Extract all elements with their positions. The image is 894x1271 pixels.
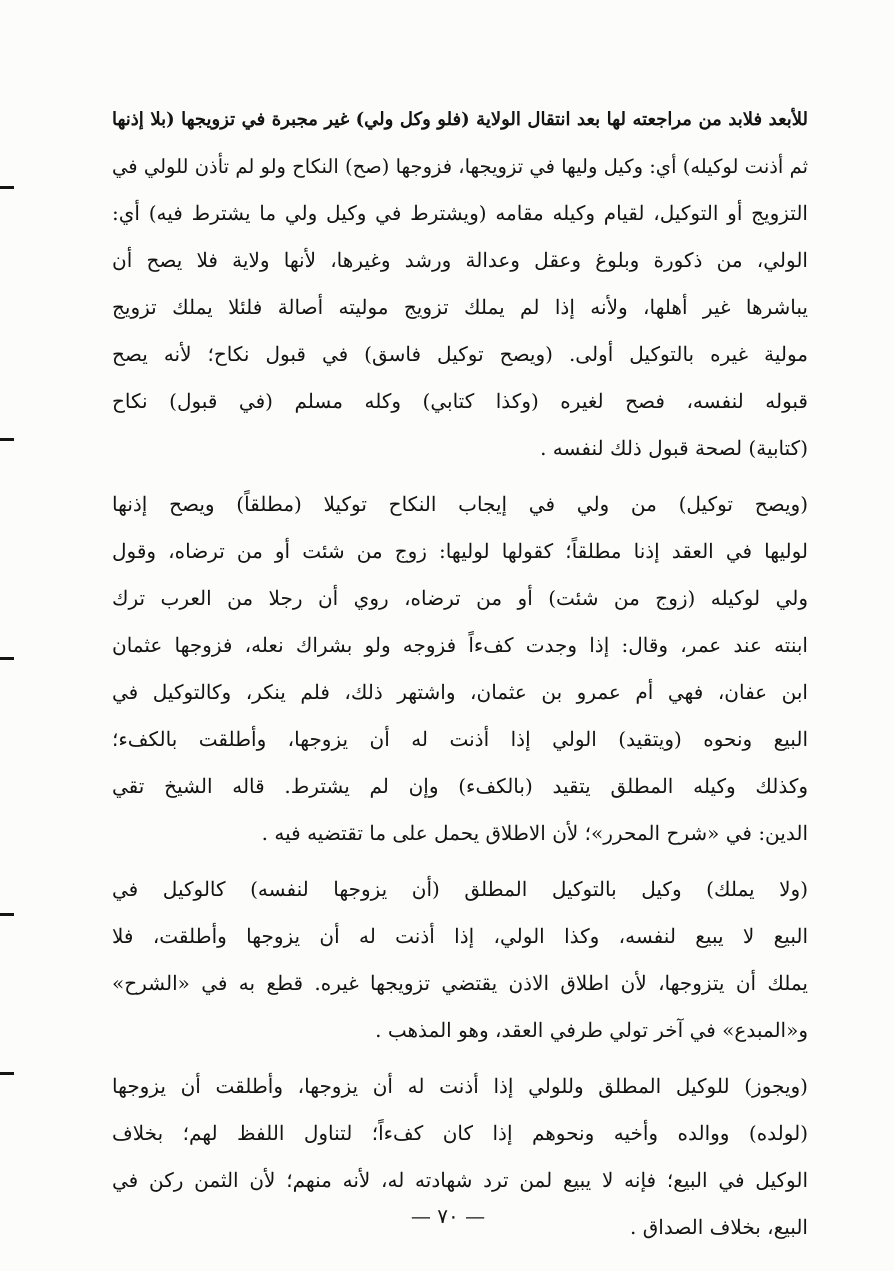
margin-binding-mark bbox=[0, 657, 14, 660]
text-line: وكذلك وكيله المطلق يتقيد (بالكفء) وإن لم يشترط. قاله الشيخ تقي bbox=[112, 774, 808, 798]
text-line: الدين: في «شرح المحرر»؛ لأن الاطلاق يحمل على ما تقتضيه فيه . bbox=[261, 821, 808, 845]
paragraph-1 bbox=[112, 96, 808, 472]
margin-binding-mark bbox=[0, 1072, 14, 1075]
text-line: البيع، بخلاف الصداق . bbox=[630, 1215, 808, 1239]
margin-binding-mark bbox=[0, 913, 14, 916]
text-line: ابن عفان، فهي أم عمرو بن عثمان، واشتهر ذلك، فلم ينكر، وكالتوكيل في bbox=[112, 680, 808, 704]
text-line: البيع ونحوه (ويتقيد) الولي إذا أذنت له أن يزوجها، وأطلقت بالكفء؛ bbox=[112, 727, 808, 751]
text-line: ابنته عند عمر، وقال: إذا وجدت كفءاً فزوجه ولو بشراك نعله، فزوجها عثمان bbox=[112, 633, 808, 657]
text-line: (كتابية) لصحة قبول ذلك لنفسه . bbox=[540, 436, 808, 460]
text-line: ولي لوكيله (زوج من شئت) أو من ترضاه، روي أن رجلا من العرب ترك bbox=[112, 586, 808, 610]
text-line: مولية غيره بالتوكيل أولى. (ويصح توكيل فاسق) في قبول نكاح؛ لأنه يصح bbox=[112, 342, 808, 366]
text-line: (ولا يملك) وكيل بالتوكيل المطلق (أن يزوجها لنفسه) كالوكيل في bbox=[112, 877, 808, 901]
body-text bbox=[112, 96, 808, 1251]
text-line: و«المبدع» في آخر تولي طرفي العقد، وهو المذهب . bbox=[375, 1018, 808, 1042]
text-line: الوكيل في البيع؛ فإنه لا يبيع لمن ترد شهادته له، لأنه منهم؛ لأن الثمن ركن في bbox=[112, 1168, 808, 1192]
text-line: قبوله لنفسه، فصح لغيره (وكذا كتابي) وكله مسلم (في قبول) نكاح bbox=[112, 389, 808, 413]
paragraph-3 bbox=[112, 866, 808, 1054]
text-line: (ويصح توكيل) من ولي في إيجاب النكاح توكيلا (مطلقاً) ويصح إذنها bbox=[112, 492, 808, 516]
text-line: يملك أن يتزوجها، لأن اطلاق الاذن يقتضي تزويجها غيره. قطع به في «الشرح» bbox=[112, 971, 808, 995]
text-line: الولي، من ذكورة وبلوغ وعقل وعدالة ورشد وغيرها، لأنها ولاية فلا يصح أن bbox=[112, 248, 808, 272]
text-line: يباشرها غير أهلها، ولأنه إذا لم يملك تزويج موليته أصالة فلئلا يملك تزويج bbox=[112, 295, 808, 319]
text-line: التزويج أو التوكيل، لقيام وكيله مقامه (ويشترط في وكيل ولي ما يشترط فيه) أي: bbox=[112, 201, 808, 225]
text-line: (لولده) ووالده وأخيه ونحوهم إذا كان كفءاً؛ لتناول اللفظ لهم؛ بخلاف bbox=[112, 1121, 808, 1145]
page-number: — ٧٠ — bbox=[410, 1204, 486, 1228]
paragraph-2 bbox=[112, 481, 808, 857]
margin-binding-mark bbox=[0, 438, 14, 441]
text-line: لوليها في العقد إذنا مطلقاً؛ كقولها لوليها: زوج من شئت أو من ترضاه، وقول bbox=[112, 539, 808, 563]
text-line: ثم أذنت لوكيله) أي: وكيل وليها في تزويجها، فزوجها (صح) النكاح ولو لم تأذن للولي في bbox=[112, 155, 808, 178]
text-line: البيع لا يبيع لنفسه، وكذا الولي، إذا أذنت له أن يزوجها وأطلقت، فلا bbox=[112, 924, 808, 948]
margin-binding-mark bbox=[0, 186, 14, 189]
text-line: للأبعد فلابد من مراجعته لها بعد انتقال الولاية (فلو وكل ولي) غير مجبرة في تزويجها (بلا إذنها bbox=[112, 109, 808, 130]
text-line: (ويجوز) للوكيل المطلق وللولي إذا أذنت له أن يزوجها، وأطلقت أن يزوجها bbox=[112, 1074, 808, 1098]
